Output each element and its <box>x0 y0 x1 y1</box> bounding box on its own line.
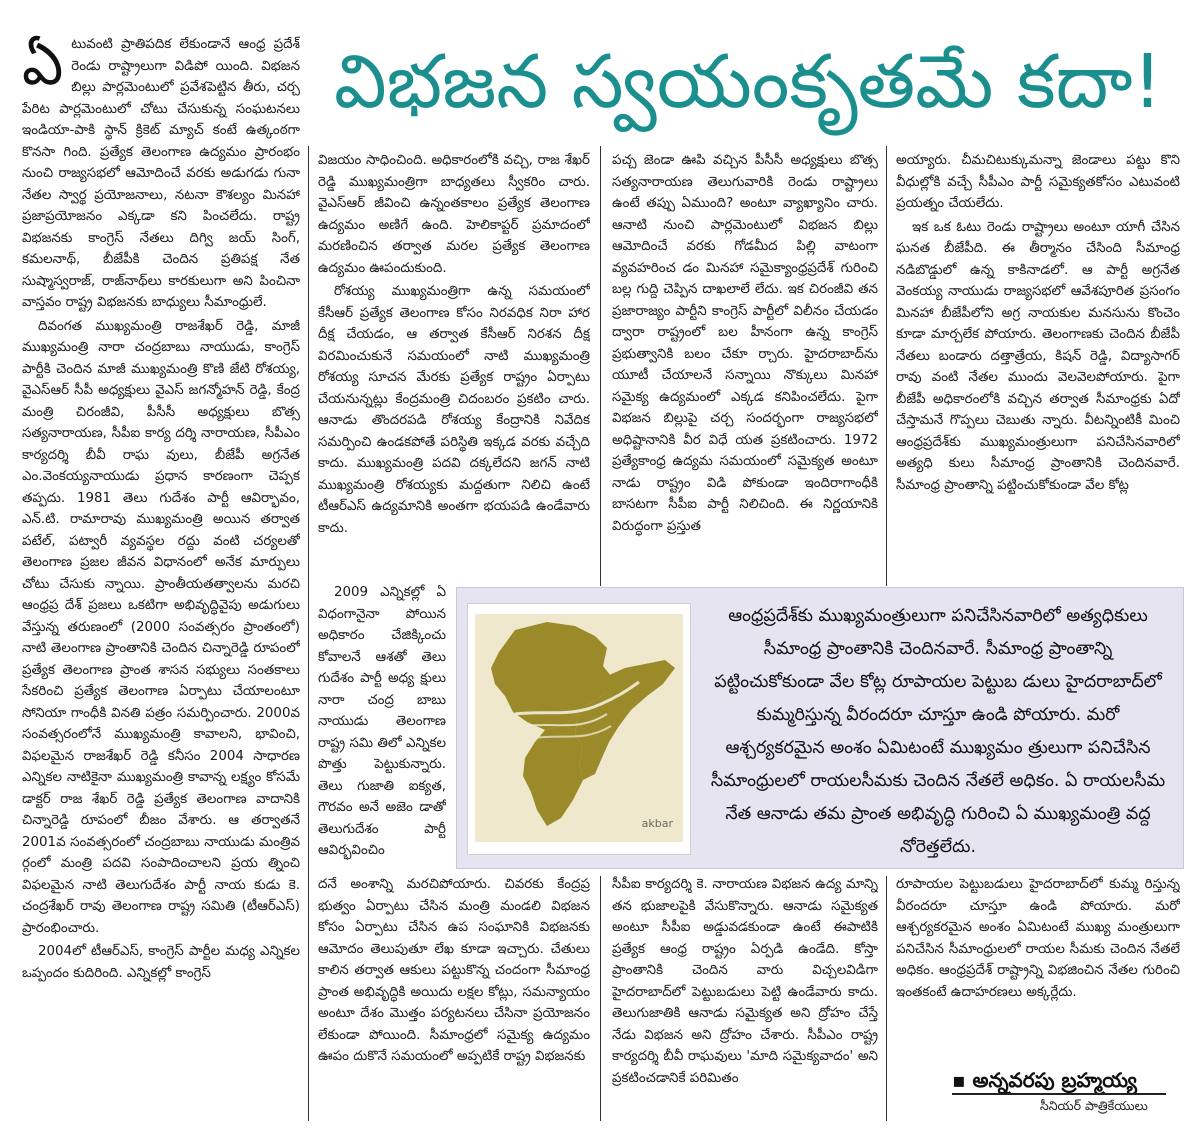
paragraph: 2004లో టీఆర్ఎస్, కాంగ్రెస్ పార్టీల మధ్య ఎన్నికల ఒప్పందం కుదిరింది. ఎన్నికల్లో కాంగ్రెస్ <box>22 944 300 981</box>
column-4-top <box>896 150 1180 582</box>
byline-divider <box>952 1093 1166 1095</box>
column-divider <box>886 146 887 586</box>
map-background <box>475 614 683 842</box>
map-illustration <box>467 603 691 855</box>
paragraph: టువంటి ప్రాతిపదిక లేకుండానే ఆంధ్ర ప్రదేశ్ రెండు రాష్ట్రాలుగా విడిపో యింది. విభజన బిల్లు పార్లమెంటులో ప్రవేశపెట్టిన తీరు, చర్చ పేరిట పార్లమెంటులో చోటు చేసుకున్న సంఘటనలు ఇండియా-పాకి స్థాన్ క్రికెట్ మ్యాచ్ కంటే ఉత్కంఠగా కొనసా గింది. ప్రత్యేక తెలంగాణ ఉద్యమం ప్రారంభం నుంచి రాజ్యసభలో ఆమోదించే వరకు అడుగడు గునా నేతల స్వార్థ ప్రయోజనాలు, నటనా కౌశల్యం మినహా ప్రజాప్రయోజనం ఎక్కడా కని పించలేదు. రాష్ట్ర విభజనకు కాంగ్రెస్ నేతలు దిగ్వి జయ్ సింగ్, కమలనాథ్, బీజేపీకి చెందిన ప్రతిపక్ష నేత సుష్మాస్వరాజ్, రాజ్‌నాథ్‌లు కారకులుగా అని పించినా వాస్తవం రాష్ట్ర విభజనకు బాధ్యులు సీమాంధ్రులే. <box>22 37 300 310</box>
author-name: ▪ అన్నవరపు బ్రహ్మయ్య <box>952 1068 1137 1092</box>
article-headline: విభజన స్వయంకృతమే కదా! <box>334 39 1163 125</box>
paragraph: దివంగత ముఖ్యమంత్రి రాజశేఖర్ రెడ్డి, మాజీ ముఖ్యమంత్రి నారా చంద్రబాబు నాయుడు, కాంగ్రెస్ పార్టీకి చెందిన మాజీ ముఖ్యమంత్రి కొణి జేటి రోశయ్య, వైఎస్ఆర్ సీపీ అధ్యక్షులు వైఎస్ జగన్మోహన్ రెడ్డి, కేంద్ర మంత్రి చిరంజీవి, పీసీసీ అధ్యక్షులు బొత్స సత్యనారాయణ, సీపీఐ కార్య దర్శి నారాయణ, సీపీఎం కార్యదర్శి బీవీ రాఘ వులు, బీజేపీ అగ్రనేత ఎం.వెంకయ్యనాయుడు ప్రధాన కారణంగా చెప్పక తప్పదు. 1981 తెలు గుదేశం పార్టీ ఆవిర్భావం, ఎన్.టి. రామారావు ముఖ్యమంత్రి అయిన తర్వాత పటేల్, పట్వారీ వ్యవస్థల రద్దు వంటి చర్యలతో తెలంగాణ ప్రజల జీవన విధానంలో అనేక మార్పులు చోటు చేసుకు న్నాయి. ప్రాంతీయతత్వాలను మరచి ఆంధ్రప్ర దేశ్ ప్రజలు ఒకటిగా అభివృద్ధివైపు అడుగులు వేస్తున్న తరుణంలో (2000 సంవత్సరం ప్రాంతంలో) నాటి తెలంగాణ ప్రాంతానికి చెందిన చిన్నారెడ్డి రూపంలో ప్రత్యేక తెలంగాణ ప్రాంత శాసన సభ్యులు సంతకాలు సేకరించి ప్రత్యేక తెలంగాణ ఏర్పాటు చేయాలంటూ సోనియా గాంధీకి వినతి పత్రం సమర్పించారు. 2000వ సంవత్సరంలోనే ముఖ్యమంత్రి కావాలని, భావించి, విఫలమైన రాజశేఖర్ రెడ్డి కనీసం 2004 సాధారణ ఎన్నికల నాటికైనా ముఖ్యమంత్రి కావాన్న లక్ష్యం కోసమే డాక్టర్ రాజ శేఖర్ రెడ్డి ప్రత్యేక తెలంగాణ వాదానికి చిన్నారెడ్డి రూపంలో బీజం వేశారు. ఆ తర్వాతనే 2001వ సంవత్సరంలో చంద్రబాబు నాయుడు మంత్రివ ర్గంలో మంత్రి పదవి సంపాదించాలని ప్రయ త్నించి విఫలమైన నాటి తెలుగుదేశం పార్టీ నాయ కుడు కె. చంద్రశేఖర్ రావు తెలంగాణ రాష్ట్ర సమితి (టీఆర్ఎస్) ప్రారంభించారు. <box>22 318 300 936</box>
paragraph: పచ్చ జెండా ఊపి వచ్చిన పీసీసీ అధ్యక్షులు బొత్స సత్యనారాయణ తెలుగువారికి రెండు రాష్ట్రాలు ఉంటే తప్పు ఏముంది? అంటూ వ్యాఖ్యానిం చారు. ఆనాటి నుంచి పార్లమెంటులో విభజన బిల్లు ఆమోదించే వరకు గోడమీద పిల్లి వాటంగా వ్యవహరించ డం మినహా సమైక్యాంధ్రప్రదేశ్ గురించి బల్ల గుద్ది చెప్పిన దాఖలాలే లేదు. ఇక చిరంజీవి తన ప్రజారాజ్యం పార్టీని కాంగ్రెస్ పార్టీలో విలీనం చేయడం ద్వారా రాష్ట్రంలో బల హీనంగా ఉన్న కాంగ్రెస్ ప్రభుత్వానికి బలం చేకూ ర్చారు. హైదరాబాద్‌ను యూటీ చేయాలనే సన్నాయి నొక్కులు మినహా సమైక్య ఉద్యమంలో ఎక్కడ కనిపించలేదు. పైగా విభజన బిల్లుపై చర్చ సందర్భంగా రాజ్యసభలో అధిష్టానానికి వీర విధే యత ప్రకటించారు. 1972 ప్రత్యేకాంధ్ర ఉద్యమ సమయంలో సమైక్యత అంటూ నాడు రాష్ట్రం విడి పోకుండా ఇందిరాగాంధీకి బాసటగా సీపీఐ పార్టీ నిలిచింది. ఈ నిర్ణయానికి విరుద్ధంగా ప్రస్తుత <box>612 153 878 534</box>
author-title: సీనియర్ పాత్రికేయులు <box>1040 1098 1148 1113</box>
map-credit: akbar <box>641 817 673 830</box>
drop-cap: ఏ <box>22 34 64 98</box>
paragraph: అయ్యారు. చీమచిటుక్కుమన్నా జెండాలు పట్టు కొని వీధుల్లోకి వచ్చే సీపీఎం పార్టీ సమైక్యతకోసం ఎటువంటి ప్రయత్నం చేయలేదు. <box>896 153 1180 211</box>
pull-quote-text: ఆంధ్రప్రదేశ్‌కు ముఖ్యమంత్రులుగా పనిచేసినవారిలో అత్యధికులు సీమాంధ్ర ప్రాంతానికి చెందినవారే. సీమాంధ్ర ప్రాంతాన్ని పట్టించుకోకుండా వేల కోట్ల రూపాయల పెట్టుబ డులు హైదరాబాద్‌లో కుమ్మరిస్తున్న వీరందరూ చూస్తూ ఉండి పోయారు. మరో ఆశ్చర్యకరమైన అంశం ఏమిటంటే ముఖ్యమం త్రులుగా పనిచేసిన సీమాంధ్రులలో రాయలసీమకు చెందిన నేతలే అధికం. ఏ రాయలసీమ నేత ఆనాడు తమ ప్రాంత అభివృద్ధి గురించి ఏ ముఖ్యమంత్రి వద్ద నోరెత్తలేదు. <box>710 606 1166 857</box>
paragraph: రోశయ్య ముఖ్యమంత్రిగా ఉన్న సమయంలో కేసీఆర్ ప్రత్యేక తెలంగాణ కోసం నిరవధిక నిరా హార దీక్ష చేయడం, ఆ తర్వాత కేసీఆర్ నిరశన దీక్ష విరమించుకునే సమయంలో నాటి ముఖ్యమంత్రి రోశయ్య సూచన మేరకు ప్రత్యేక రాష్ట్రం ఏర్పాటు చేయనున్నట్లు కేంద్రమంత్రి చిదంబరం ప్రకటిం చారు. ఆనాడు తొందరపడి రోశయ్య కేంద్రానికి నివేదిక సమర్పించి ఉండకపోతే పరిస్థితి ఇక్కడ వరకు వచ్చేది కాదు. ముఖ్యమంత్రి పదవి దక్కలేదని జగన్ నాటి ముఖ్యమంత్రి రోశయ్యకు మద్దతుగా నిలిచి ఉంటే టీఆర్ఎస్ ఉద్యమానికి అంతగా భయపడి ఉండేవారు కాదు. <box>318 284 590 536</box>
column-3-bottom <box>612 874 878 1124</box>
column-divider <box>600 876 601 1121</box>
column-1 <box>22 34 300 1124</box>
column-2-bottom <box>318 874 590 1124</box>
andhra-pradesh-map-icon <box>475 614 683 842</box>
column-divider <box>886 876 887 1121</box>
paragraph: 2009 ఎన్నికల్లో ఏ విధంగానైనా పోయిన అధికారం చేజిక్కించు కోవాలనే ఆశతో తెలు గుదేశం పార్టీ అధ్య క్షులు నారా చంద్ర బాబు నాయుడు తెలంగాణ రాష్ట్ర సమి తిలో ఎన్నికల పొత్తు పెట్టుకున్నారు. తెలు గుజాతి ఐక్యత, గౌరవం అనే అజెం డాతో తెలుగుదేశం పార్టీ ఆవిర్భవించిం <box>318 585 446 858</box>
paragraph: రూపాయల పెట్టుబడులు హైదరాబాద్‌లో కుమ్మ రిస్తున్న వీరందరూ చూస్తూ ఉండి పోయారు. మరో ఆశ్చర్యకరమైన అంశం ఏమిటంటే ముఖ్య మంత్రులుగా పనిచేసిన సీమాంధ్రులలో రాయల సీమకు చెందిన నేతలే అధికం. ఆంధ్రప్రదేశ్ రాష్ట్రాన్ని విభజించిన నేతల గురించి ఇంతకంటే ఉదాహరణలు అక్కర్లేదు. <box>896 877 1180 1000</box>
paragraph: ఇక ఒక ఓటు రెండు రాష్ట్రాలు అంటూ యాగీ చేసిన ఘనత బీజేపీది. ఈ తీర్మానం చేసింది సీమాంధ్ర నడిబొడ్డులో ఉన్న కాకినాడలో. ఆ పార్టీ అగ్రనేత వెంకయ్య నాయుడు రాజ్యసభలో ఆవేశపూరిత ప్రసంగం మినహా బీజేపీలోని అగ్ర నాయకుల మనసును కొంచెం కూడా మార్చలేక పోయారు. తెలంగాణకు చెందిన బీజేపీ నేతలు బండారు దత్తాత్రేయ, కిషన్ రెడ్డి, విద్యాసాగర్ రావు వంటి నేతల ముందు వెలవెలపోయారు. పైగా బీజేపీ అధికారంలోకి వచ్చిన తర్వాత సీమాంధ్రకు ఏదో చేస్తామనే గొప్పలు చెబుతు న్నారు. వీటన్నింటికీ మించి ఆంధ్రప్రదేశ్‌కు ముఖ్యమంత్రులుగా పనిచేసినవారిలో అత్యధి కులు సీమాంధ్ర ప్రాంతానికి చెందినవారే. సీమాంధ్ర ప్రాంతాన్ని పట్టించుకోకుండా వేల కోట్ల <box>896 219 1180 493</box>
column-2-top <box>318 150 590 580</box>
paragraph: విజయం సాధించింది. అధికారంలోకి వచ్చి, రాజ శేఖర్ రెడ్డి ముఖ్యమంత్రిగా బాధ్యతలు స్వీకరిం చారు. వైఎస్ఆర్ జీవించి ఉన్నంతకాలం ప్రత్యేక తెలంగాణ ఉద్యమం అణిగే ఉంది. హెలికాప్టర్ ప్రమాదంలో మరణించిన తర్వాత మరల ప్రత్యేక తెలంగాణ ఉద్యమం ఊపందుకుంది. <box>318 153 590 276</box>
column-divider <box>308 146 309 1121</box>
column-2-narrow <box>318 582 446 874</box>
paragraph: దనే అంశాన్ని మరచిపోయారు. చివరకు కేంద్రప్ర భుత్వం ఏర్పాటు చేసిన మంత్రి మండలి విభజన కోసం ఏర్పాటు చేసిన ఉప సంఘానికి విభజనకు ఆమోదం తెలుపుతూ లేఖ కూడా ఇచ్చారు. చేతులు కాలిన తర్వాత ఆకులు పట్టుకొన్న చందంగా సీమాంధ్ర ప్రాంత అభివృద్ధికి అయిదు లక్షల కోట్లు, సమన్యాయం అంటూ దేశం మొత్తం పర్యటనలు చేసినా ప్రయోజనం లేకుండా పోయింది. సీమాంధ్రలో సమైక్య ఉద్యమం ఊపం దుకొనే సమయంలో అప్పటికే రాష్ట్ర విభజనకు <box>318 877 590 1064</box>
column-3-top <box>612 150 878 580</box>
column-4-bottom <box>896 874 1180 1064</box>
paragraph: సీపీఐ కార్యదర్శి కె. నారాయణ విభజన ఉద్య మాన్ని తన భుజాలపైకి వేసుకొన్నారు. ఆనాడు సమైక్యత అంటూ సీపీఐ అడ్డువడకుండా ఉంటే ఈపాటికి ప్రత్యేక ఆంధ్ర రాష్ట్రం ఏర్పడి ఉండేది. కోస్తా ప్రాంతానికి చెందిన వారు విచ్చలవిడిగా హైదరాబాద్‌లో పెట్టుబడులు పెట్టి ఉండేవారు కాదు. తెలుగుజాతికి ఆనాడు సమైక్యత అని ద్రోహం చేస్తే నేడు విభజన అని ద్రోహం చేశారు. సీపీఎం రాష్ట్ర కార్యదర్శి బీవీ రాఘవులు 'మాది సమైక్యవాదం' అని ప్రకటించడానికే పరిమితం <box>612 877 878 1086</box>
column-divider <box>600 146 601 586</box>
